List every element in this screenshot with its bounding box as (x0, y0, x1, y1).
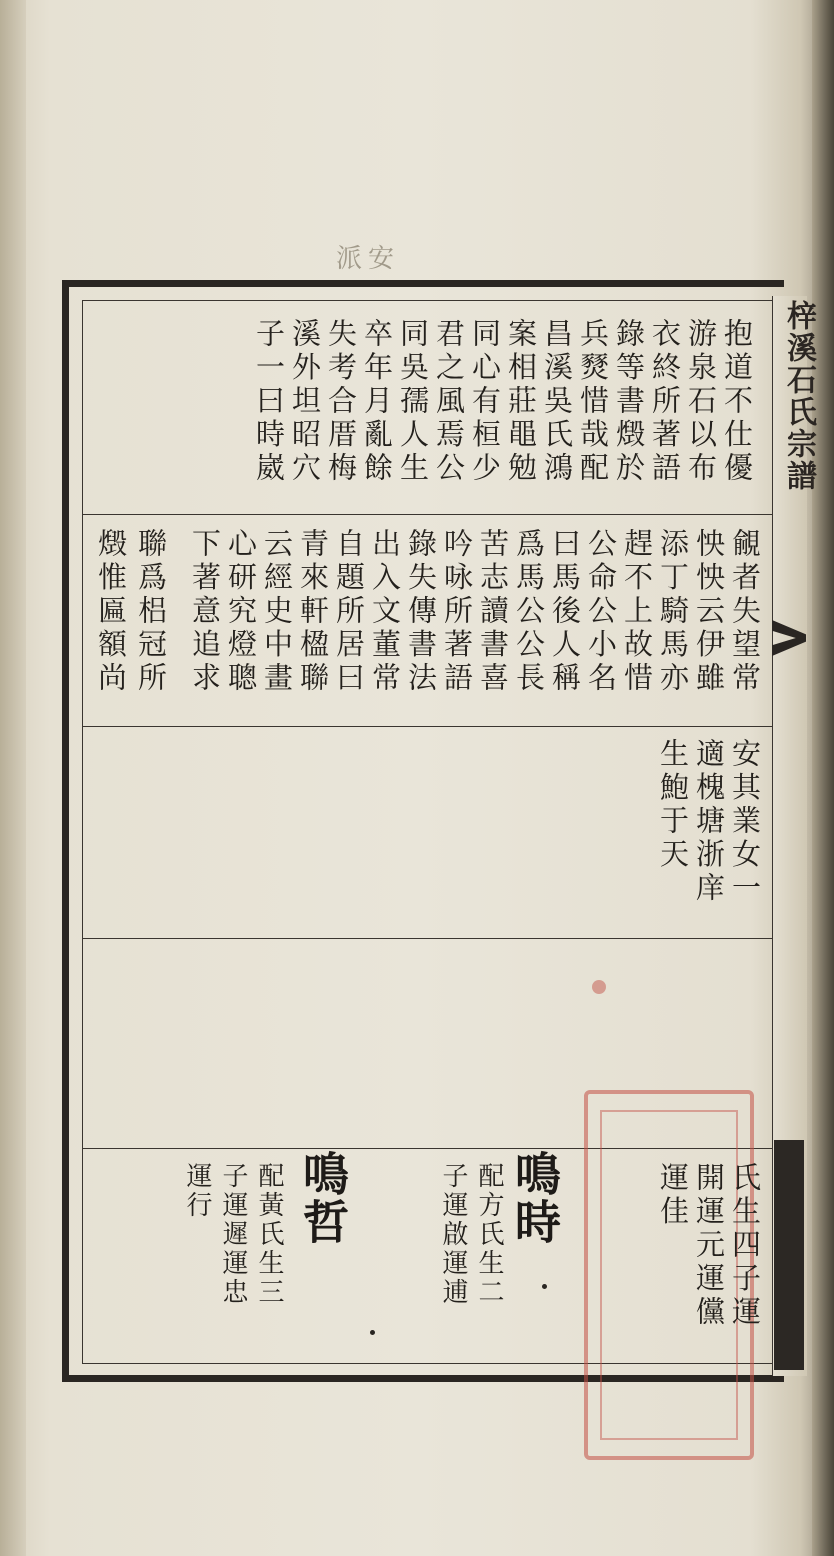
text-column: 衣終所著語 (648, 318, 682, 486)
center-title: 梓溪石氏宗譜 (781, 300, 816, 492)
text-column: 兵燹惜哉配 (576, 318, 610, 486)
children-text: 運行 (182, 1162, 212, 1220)
text-column: 自題所居曰 (332, 528, 366, 696)
text-column: 怏怏云伊雖 (692, 528, 726, 696)
text-column: 錄等書燬於 (612, 318, 646, 486)
punctuation-dot (370, 1330, 375, 1335)
text-column: 添丁騎馬亦 (656, 528, 690, 696)
register-divider-2 (82, 726, 772, 727)
text-column: 運佳 (656, 1162, 690, 1229)
text-column: 爲馬公公長 (512, 528, 546, 696)
children-text: 子運啟運逋 (438, 1162, 468, 1307)
text-column: 案相莊黽勉 (504, 318, 538, 486)
text-column: 適槐塘浙庠 (692, 738, 726, 906)
text-column: 君之風焉公 (432, 318, 466, 486)
register-divider-3 (82, 938, 772, 939)
text-column: 吟咏所著語 (440, 528, 474, 696)
text-column: 安其業女一 (728, 738, 762, 906)
text-column: 錄失傳書法 (404, 528, 438, 696)
page-right-edge (812, 0, 834, 1556)
text-column: 曰馬後人稱 (548, 528, 582, 696)
text-column: 同心有桓少 (468, 318, 502, 486)
text-column: 溪外坦昭穴 (288, 318, 322, 486)
register-divider-1 (82, 514, 772, 515)
text-column: 子一曰時崴 (252, 318, 286, 486)
text-column: 游泉石以布 (684, 318, 718, 486)
punctuation-dot (542, 1284, 547, 1289)
text-column: 開運元運儻 (692, 1162, 726, 1330)
spouse-text: 配方氏生二 (474, 1162, 504, 1307)
person-name: 鳴時 (508, 1150, 562, 1246)
text-column: 覦者失望常 (728, 528, 762, 696)
text-column: 氏生四子運 (728, 1162, 762, 1330)
text-column: 公命公小名 (584, 528, 618, 696)
binding-fold (0, 0, 26, 1556)
children-text: 子運遲運忠 (218, 1162, 248, 1307)
text-column: 失考合厝梅 (324, 318, 358, 486)
text-column: 生鮑于天 (656, 738, 690, 872)
text-column: 燬惟匾額尚 (94, 528, 128, 696)
text-column: 云經史中畫 (260, 528, 294, 696)
text-column: 抱道不仕優 (720, 318, 754, 486)
center-black-block (774, 1140, 804, 1370)
text-column: 苦志讀書喜 (476, 528, 510, 696)
text-column: 聯爲梠冠所 (134, 528, 168, 696)
text-column: 下著意追求 (188, 528, 222, 696)
text-column: 昌溪吳氏鴻 (540, 318, 574, 486)
text-column: 青來軒楹聯 (296, 528, 330, 696)
reverse-ghost-text: 派安 (336, 244, 401, 274)
text-column: 出入文董常 (368, 528, 402, 696)
text-column: 同吳孺人生 (396, 318, 430, 486)
person-name: 鳴哲 (296, 1150, 350, 1246)
text-column: 卒年月亂餘 (360, 318, 394, 486)
text-column: 趕不上故惜 (620, 528, 654, 696)
text-column: 心研究燈聰 (224, 528, 258, 696)
spouse-text: 配黃氏生三 (254, 1162, 284, 1307)
red-ink-mark (592, 980, 606, 994)
